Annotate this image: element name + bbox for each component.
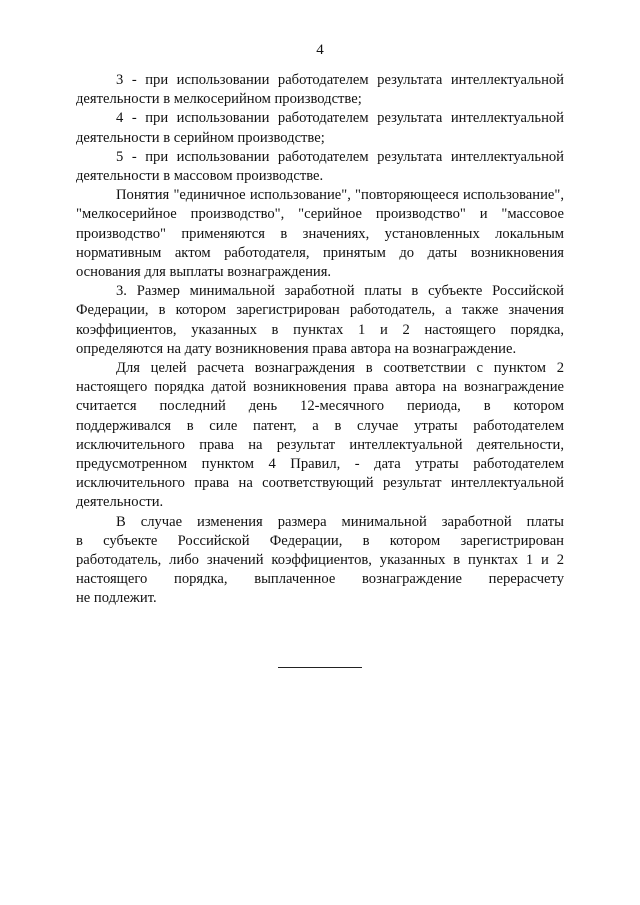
text-line: не подлежит.	[76, 590, 157, 607]
text-line: Федерации, в котором зарегистрирован работодатель, а также значения	[76, 302, 564, 319]
page-number: 4	[316, 42, 324, 58]
text-line: 3. Размер минимальной заработной платы в субъекте Российской	[116, 283, 564, 300]
text-line: основания для выплаты вознаграждения.	[76, 264, 332, 281]
text-line: деятельности в массовом производстве.	[76, 168, 324, 185]
text-line: предусмотренном пунктом 4 Правил, - дата утраты работодателем	[76, 456, 564, 473]
paragraph-item-4	[76, 109, 564, 147]
text-line: В случае изменения размера минимальной заработной платы	[116, 513, 564, 530]
paragraph-no-recalculation	[76, 513, 564, 609]
text-line: нормативным актом работодателя, принятым до даты возникновения	[76, 244, 564, 261]
text-line: деятельности в мелкосерийном производстве;	[76, 91, 362, 108]
paragraph-calculation-date	[76, 359, 564, 513]
paragraph-item-5	[76, 148, 564, 186]
paragraph-definitions	[76, 186, 564, 282]
text-line: настоящего порядка, выплаченное вознаграждение перерасчету	[76, 571, 564, 588]
text-line: производство" применяются в значениях, установленных локальным	[76, 225, 564, 242]
text-line: считается последний день 12-месячного периода, в котором	[76, 398, 564, 415]
text-line: настоящего порядка датой возникновения права автора на вознаграждение	[76, 379, 564, 396]
paragraph-clause-3	[76, 282, 564, 359]
document-body	[76, 71, 564, 609]
text-line: Для целей расчета вознаграждения в соответствии с пунктом 2	[116, 360, 564, 377]
text-line: работодатель, либо значений коэффициентов, указанных в пунктах 1 и 2	[76, 552, 564, 569]
text-line: деятельности.	[76, 494, 164, 511]
text-line: исключительного права на соответствующий результат интеллектуальной	[76, 475, 564, 492]
end-of-document-rule	[278, 667, 362, 668]
text-line: коэффициентов, указанных в пунктах 1 и 2 настоящего порядка,	[76, 321, 564, 338]
text-line: в субъекте Российской Федерации, в котором зарегистрирован	[76, 532, 564, 549]
text-line: поддерживался в силе патент, а в случае утраты работодателем	[76, 417, 564, 434]
text-line: Понятия "единичное использование", "повторяющееся использование",	[116, 187, 564, 204]
text-line: 4 - при использовании работодателем результата интеллектуальной	[116, 110, 564, 127]
text-line: определяются на дату возникновения права автора на вознаграждение.	[76, 340, 517, 357]
text-line: деятельности в серийном производстве;	[76, 129, 325, 146]
text-line: 3 - при использовании работодателем результата интеллектуальной	[116, 72, 564, 88]
paragraph-item-3	[76, 71, 564, 109]
text-line: 5 - при использовании работодателем результата интеллектуальной	[116, 148, 564, 165]
text-line: "мелкосерийное производство", "серийное производство" и "массовое	[76, 206, 564, 223]
text-line: исключительного права на результат интеллектуальной деятельности,	[76, 436, 564, 453]
